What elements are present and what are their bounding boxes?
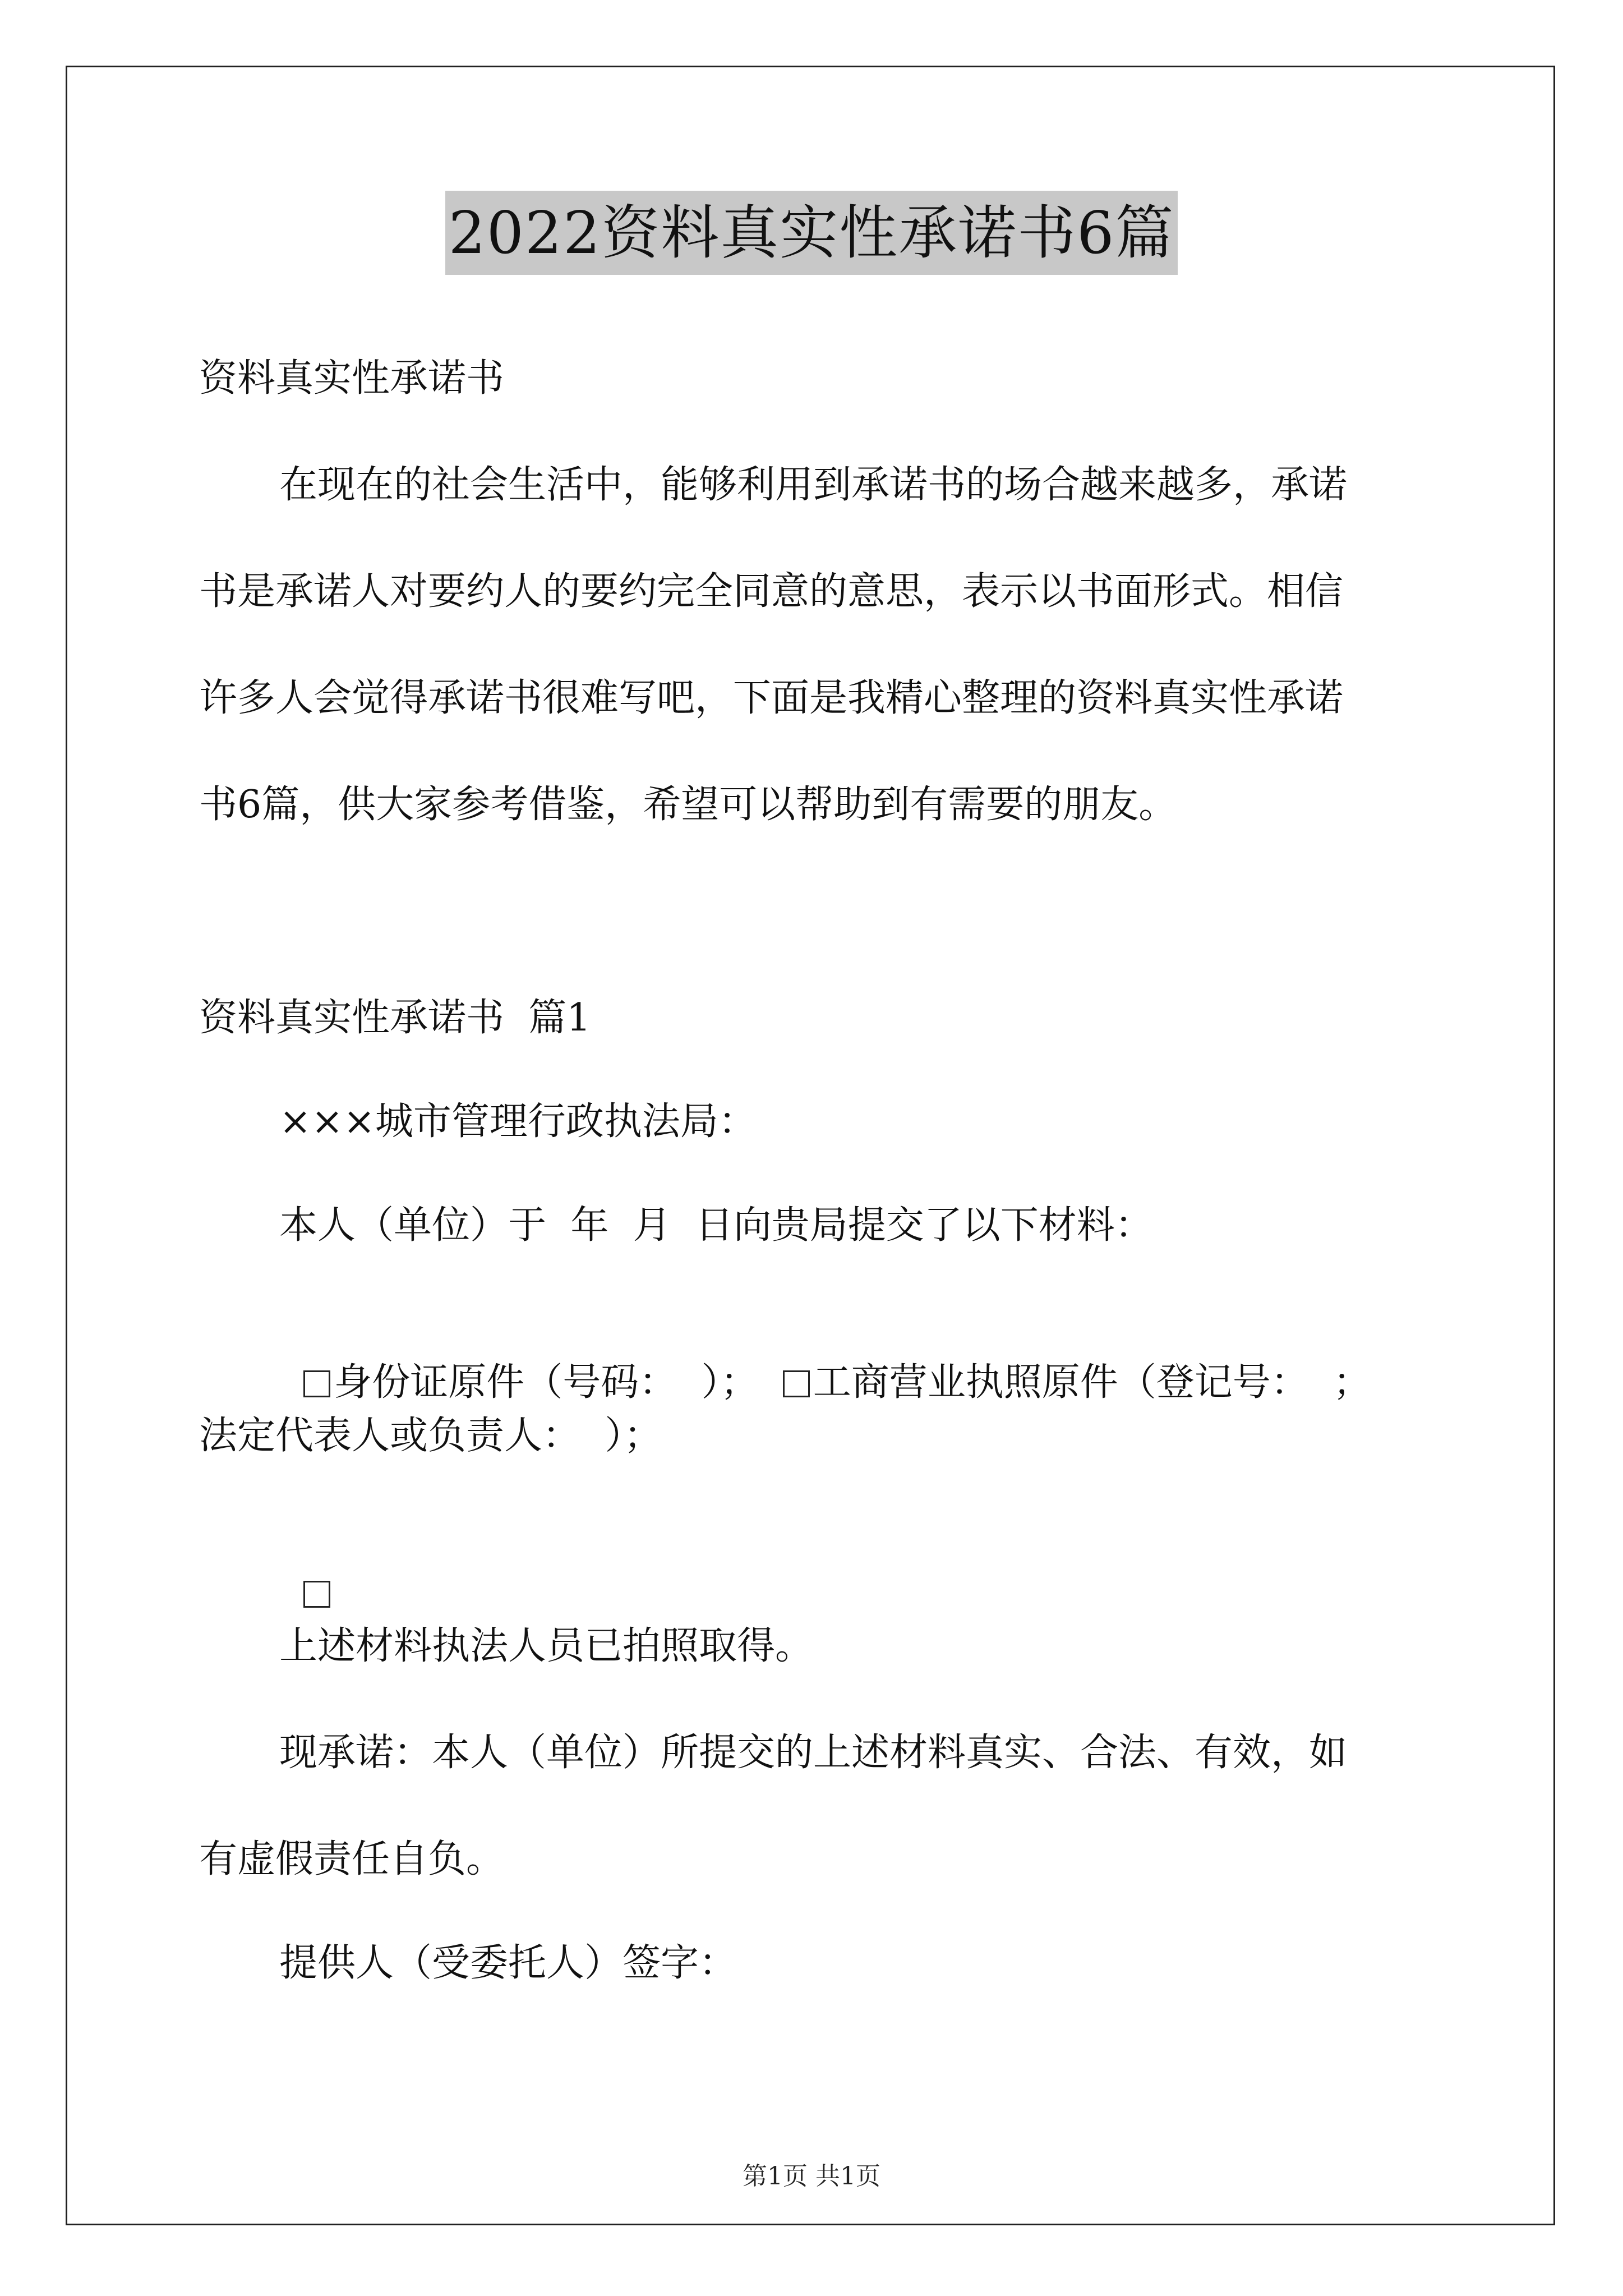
document-subtitle: 资料真实性承诺书 <box>199 356 505 401</box>
page-footer: 第1页 共1页 <box>743 2162 880 2191</box>
statement-line: 本人（单位）于 年 月 日向贵局提交了以下材料： <box>279 1203 1153 1248</box>
recipient-line: ×××城市管理行政执法局： <box>279 1099 757 1144</box>
business-license-label: 工商营业执照原件（登记号： ； <box>813 1360 1371 1405</box>
commitment-line-2: 有虚假责任自负。 <box>199 1837 505 1881</box>
intro-line-1: 在现在的社会生活中，能够利用到承诺书的场合越来越多，承诺 <box>279 463 1348 507</box>
legal-rep-line: 法定代表人或负责人： ）； <box>199 1414 662 1458</box>
intro-line-2: 书是承诺人对要约人的要约完全同意的意思，表示以书面形式。相信 <box>199 569 1344 614</box>
id-card-label: 身份证原件（号码： ）； <box>334 1360 759 1405</box>
business-license-checkbox[interactable] <box>783 1370 810 1397</box>
signature-line: 提供人（受委托人）签字： <box>279 1941 737 1985</box>
section-heading: 资料真实性承诺书 篇1 <box>199 996 591 1040</box>
intro-line-3: 许多人会觉得承诺书很难写吧，下面是我精心整理的资料真实性承诺 <box>199 676 1344 720</box>
extra-material-line <box>279 1517 334 1618</box>
materials-line-1 <box>279 1307 1371 1408</box>
id-card-checkbox[interactable] <box>303 1370 330 1397</box>
title-container <box>0 191 1623 275</box>
commitment-line-1: 现承诺：本人（单位）所提交的上述材料真实、合法、有效，如 <box>279 1731 1348 1775</box>
photo-note-line: 上述材料执法人员已拍照取得。 <box>279 1624 814 1668</box>
intro-line-4: 书6篇，供大家参考借鉴，希望可以帮助到有需要的朋友。 <box>199 783 1177 827</box>
document-title: 2022资料真实性承诺书6篇 <box>445 191 1178 275</box>
extra-material-checkbox[interactable] <box>303 1581 330 1608</box>
